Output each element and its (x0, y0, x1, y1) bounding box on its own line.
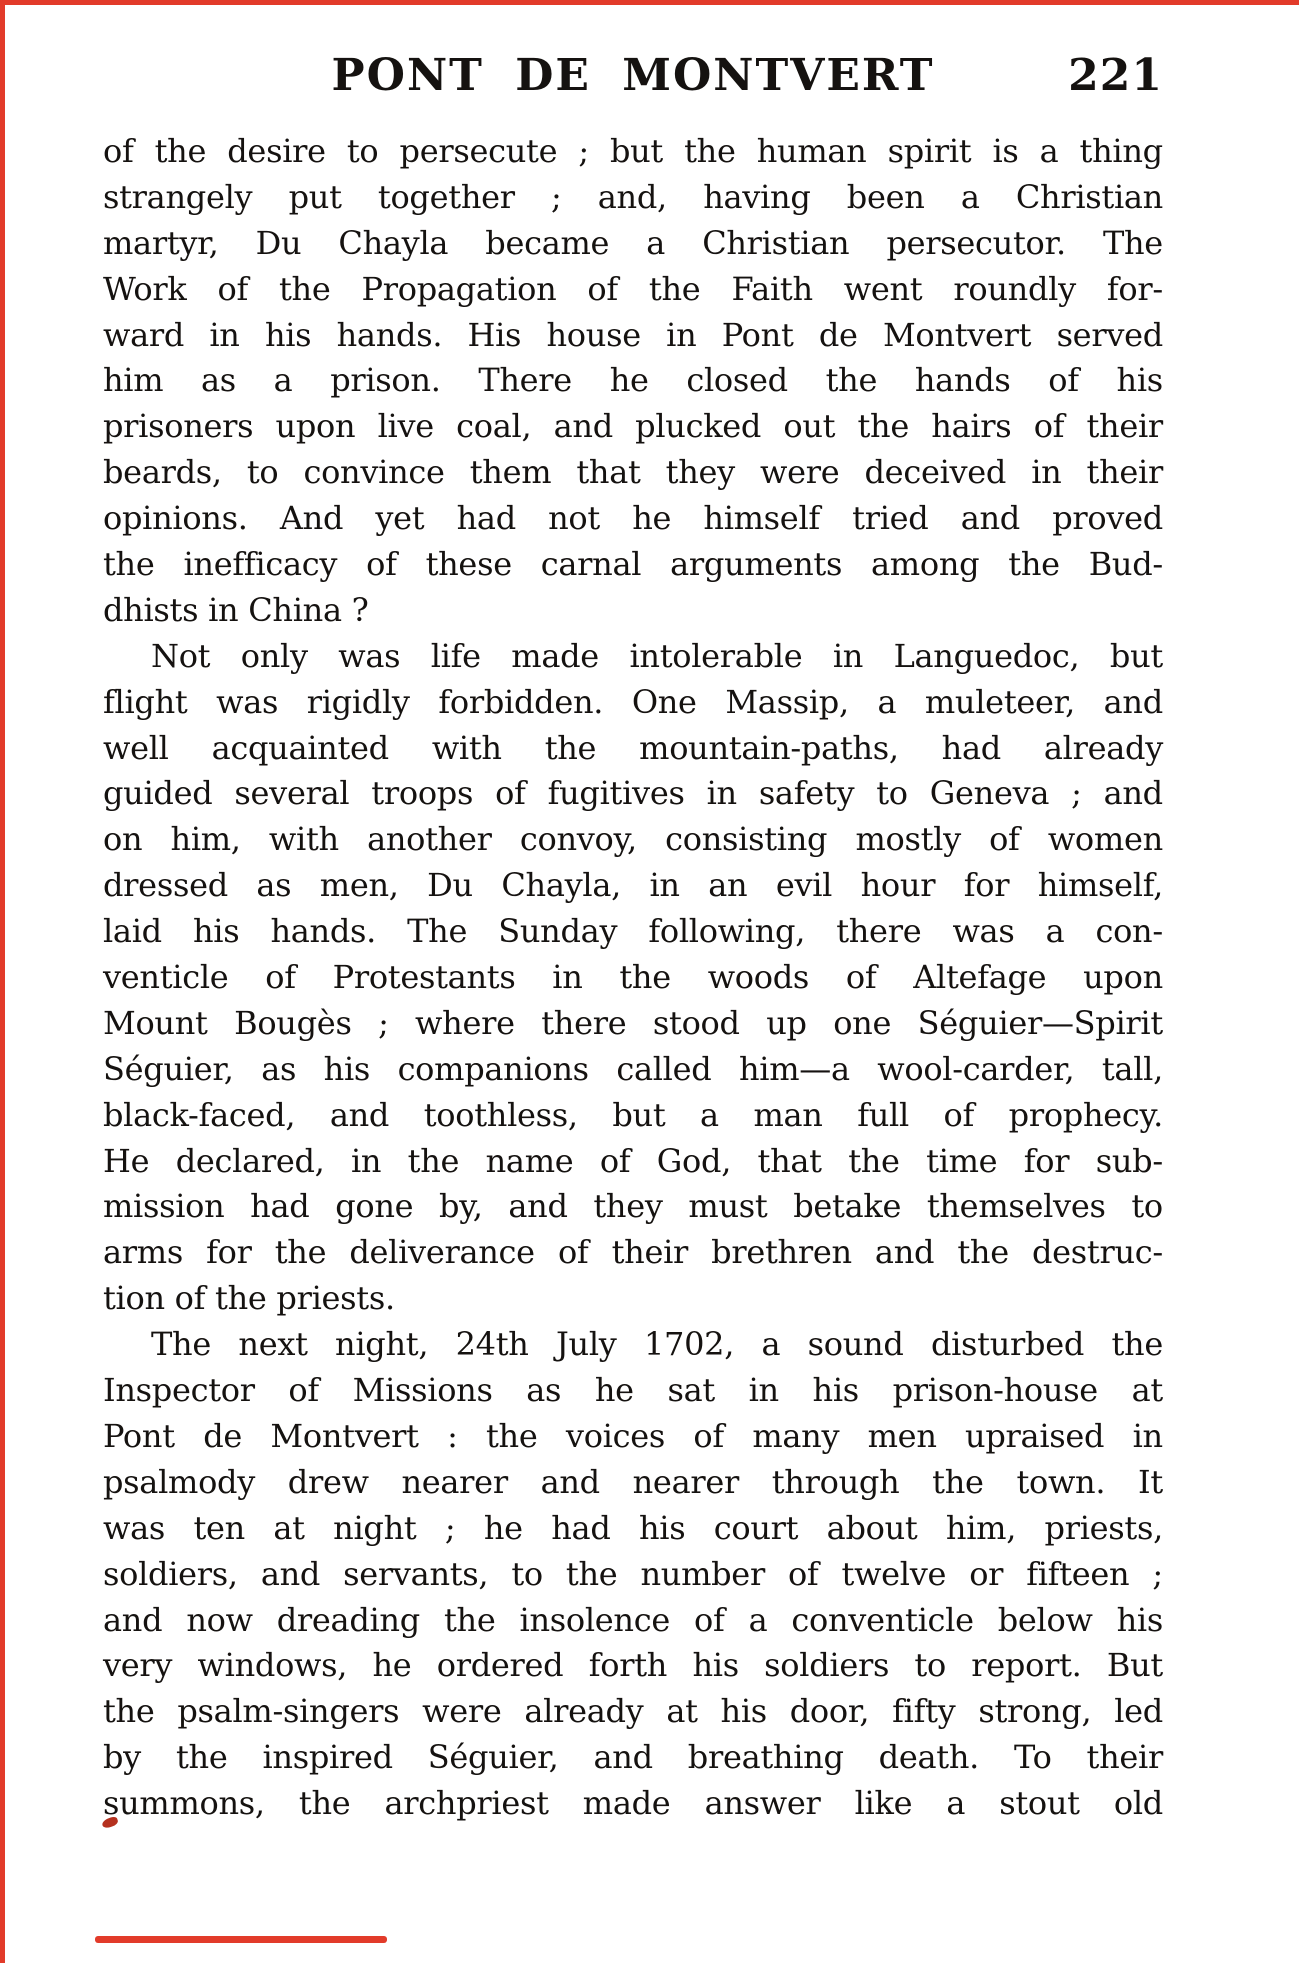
text-line: ward in his hands. His house in Pont de Montvert served (103, 315, 1163, 354)
red-underline-bottom (95, 1936, 387, 1943)
text-line: Pont de Montvert : the voices of many men upraised in (103, 1416, 1163, 1455)
text-line: the inefficacy of these carnal arguments among the Bud- (103, 545, 1163, 584)
text-block (103, 129, 1163, 1827)
text-line: Inspector of Missions as he sat in his prison-house at (103, 1371, 1163, 1410)
text-line: venticle of Protestants in the woods of Altefage upon (103, 958, 1163, 997)
text-line: guided several troops of fugitives in safety to Geneva ; and (103, 774, 1163, 813)
text-line: well acquainted with the mountain-paths, had already (103, 728, 1163, 767)
text-line: mission had gone by, and they must betake themselves to (103, 1187, 1163, 1226)
text-line: Séguier, as his companions called him—a wool-carder, tall, (103, 1049, 1163, 1088)
text-line: martyr, Du Chayla became a Christian persecutor. The (103, 223, 1163, 262)
text-line: Work of the Propagation of the Faith went roundly for- (103, 269, 1163, 308)
text-line: opinions. And yet had not he himself tried and proved (103, 499, 1163, 538)
text-line: tion of the priests. (103, 1279, 395, 1318)
text-line: the psalm-singers were already at his door, fifty strong, led (103, 1692, 1163, 1731)
text-line: beards, to convince them that they were deceived in their (103, 453, 1163, 492)
text-line: prisoners upon live coal, and plucked out the hairs of their (103, 407, 1163, 446)
text-line: by the inspired Séguier, and breathing death. To their (103, 1738, 1163, 1777)
text-line: Mount Bougès ; where there stood up one Séguier—Spirit (103, 1003, 1163, 1042)
text-line: soldiers, and servants, to the number of twelve or fifteen ; (103, 1554, 1163, 1593)
red-edge-top-line (0, 0, 1299, 5)
running-head (103, 52, 1163, 100)
text-line: psalmody drew nearer and nearer through the town. It (103, 1462, 1163, 1501)
text-line: very windows, he ordered forth his soldiers to report. But (103, 1646, 1163, 1685)
text-line: strangely put together ; and, having been a Christian (103, 177, 1163, 216)
text-line: was ten at night ; he had his court about him, priests, (103, 1508, 1163, 1547)
page-number: 221 (1068, 50, 1163, 101)
text-line: dhists in China ? (103, 590, 369, 629)
text-line: him as a prison. There he closed the hands of his (103, 361, 1163, 400)
text-line: black-faced, and toothless, but a man full of prophecy. (103, 1095, 1163, 1134)
text-line: of the desire to persecute ; but the human spirit is a thing (103, 132, 1163, 170)
text-line: on him, with another convoy, consisting mostly of women (103, 820, 1163, 859)
text-line: and now dreading the insolence of a conventicle below his (103, 1600, 1163, 1639)
text-line: Not only was life made intolerable in Languedoc, but (151, 636, 1163, 675)
text-line: laid his hands. The Sunday following, there was a con- (103, 912, 1163, 951)
page-title: PONT DE MONTVERT (331, 50, 935, 101)
text-line: dressed as men, Du Chayla, in an evil hour for himself, (103, 866, 1163, 905)
red-edge-left-line (0, 0, 5, 1963)
text-line: arms for the deliverance of their brethren and the destruc- (103, 1233, 1163, 1272)
text-line: The next night, 24th July 1702, a sound disturbed the (151, 1325, 1163, 1364)
text-line: flight was rigidly forbidden. One Massip, a muleteer, and (103, 682, 1163, 721)
text-line: He declared, in the name of God, that the time for sub- (103, 1141, 1163, 1180)
text-line: summons, the archpriest made answer like a stout old (103, 1784, 1163, 1823)
